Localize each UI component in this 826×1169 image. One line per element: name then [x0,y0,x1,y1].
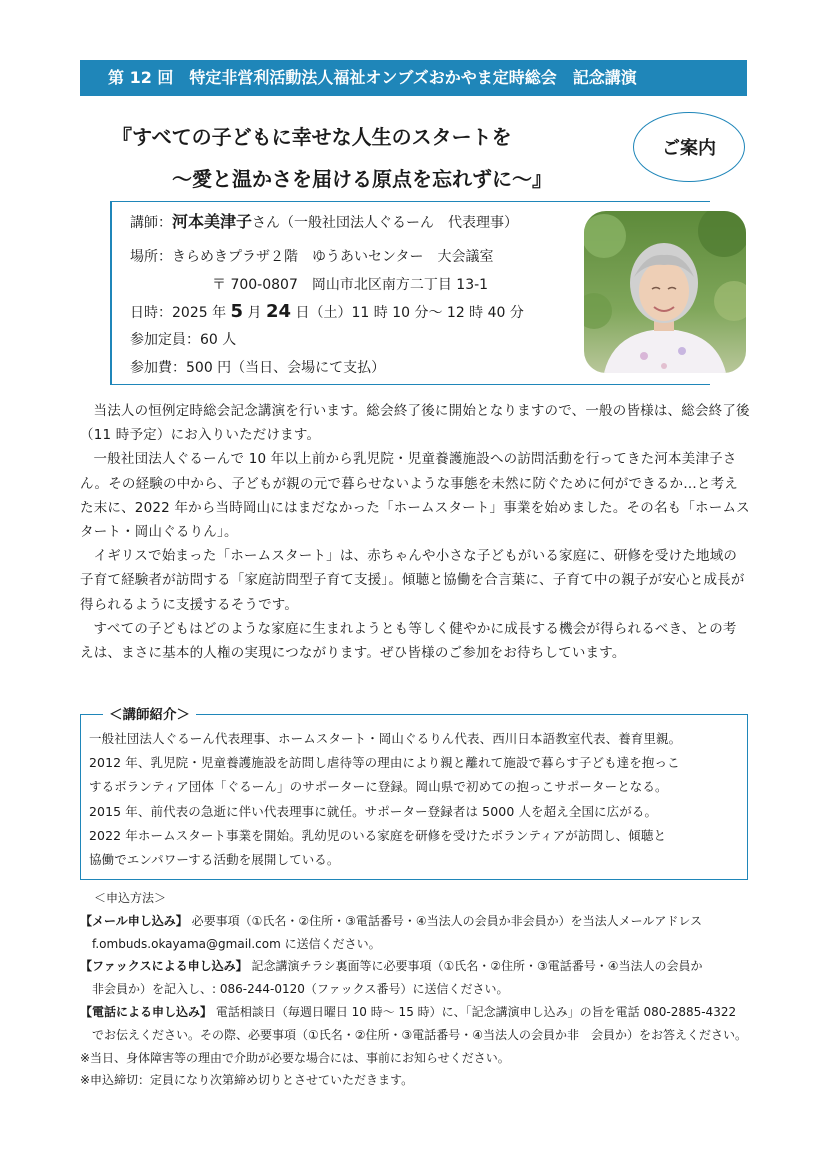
lecturer-affiliation: さん（一般社団法人ぐるーん 代表理事） [252,215,519,231]
guide-badge [633,112,745,182]
fax-text: 記念講演チラシ裏面等に必要事項（①氏名・②住所・③電話番号・④当法人の会員か [251,959,703,974]
title-line-1: 『すべての子どもに幸せな人生のスタートを [112,125,512,149]
banner-text: 第 12 回 特定非営利活動法人福祉オンブズおかやま定時総会 記念講演 [108,68,637,87]
capacity-line: 参加定員：60 人 [130,332,237,348]
lecturer-label: 講師： [130,215,172,231]
body-text [80,399,750,665]
application-section [80,887,760,1092]
datetime-line [130,302,524,323]
body-paragraph: イギリスで始まった「ホームスタート」は、赤ちゃんや小さな子どもがいる家庭に、研修を受けた地域の子育て経験者が訪問する「家庭訪問型子育て支援」。傾聴と協働を合言葉に、子育て中の親子が安心と成長が得られるように支援するそうです。 [80,548,745,613]
tel-text-continued: でお伝えください。その際、必要事項（①氏名・②住所・③電話番号・④当法人の会員か非 会員か）をお答えください。 [92,1027,748,1042]
date-rest: 日（土）11 時 10 分～ 12 時 40 分 [291,305,524,321]
tel-text: 電話相談日（毎週日曜日 10 時～ 15 時）に、「記念講演申し込み」の旨を電話 080-2885-4322 [215,1004,737,1019]
lecture-title [112,116,652,200]
note-deadline: ※申込締切：定員になり次第締め切りとさせていただきます。 [80,1073,414,1088]
profile-heading: ＜講師紹介＞ [103,705,196,725]
lecturer-profile-box [80,707,748,880]
fee-line: 参加費：500 円（当日、会場にて支払） [130,360,386,376]
profile-line: するボランティア団体「ぐるーん」のサポーターに登録。岡山県で初めての抱っこサポーターとなる。 [89,779,668,795]
profile-body [89,727,739,872]
guide-badge-text: ご案内 [662,138,716,159]
address-line: 〒 700-0807 岡山市北区南方二丁目 13-1 [212,277,489,293]
fax-label: 【ファックスによる申し込み】 [80,959,248,974]
title-line-2: ～愛と温かさを届ける原点を忘れずに～』 [172,167,552,191]
lecturer-line [130,212,518,233]
profile-line: 2012 年、乳児院・児童養護施設を訪問し虐待等の理由により親と離れて施設で暮らす子ども達を抱っこ [89,755,680,771]
profile-line: 2015 年、前代表の急逝に伴い代表理事に就任。サポーター登録者は 5000 人を超え全国に広がる。 [89,803,658,819]
body-paragraph: すべての子どもはどのような家庭に生まれようとも等しく健やかに成長する機会が得られるべき、との考えは、まさに基本的人権の実現につながります。ぜひ皆様のご参加をお待ちしています。 [80,620,737,662]
date-mid: 月 [243,305,266,321]
event-banner [80,60,747,96]
profile-line: 協働でエンパワーする活動を展開している。 [89,852,340,868]
mail-label: 【メール申し込み】 [80,913,188,928]
lecturer-photo [584,211,746,373]
mail-text: 必要事項（①氏名・②住所・③電話番号・④当法人の会員か非会員か）を当法人メールアドレス [191,913,703,928]
profile-line: 一般社団法人ぐるーん代表理事、ホームスタート・岡山ぐるりん代表、西川日本語教室代表、養育里親。 [89,731,682,746]
mail-application [80,910,760,933]
tel-application [80,1001,760,1024]
body-paragraph: 当法人の恒例定時総会記念講演を行います。総会終了後に開始となりますので、一般の皆様は、総会終了後（11 時予定）にお入りいただけます。 [80,403,750,444]
tel-label: 【電話による申し込み】 [80,1004,213,1019]
mail-address-line: f.ombuds.okayama@gmail.com に送信ください。 [92,936,381,951]
apply-heading: ＜申込方法＞ [94,891,167,905]
note-assistance: ※当日、身体障害等の理由で介助が必要な場合には、事前にお知らせください。 [80,1050,510,1065]
body-paragraph: 一般社団法人ぐるーんで 10 年以上前から乳児院・児童養護施設への訪問活動を行ってきた河本美津子さん。その経験の中から、子どもが親の元で暮らせないような事態を未然に防ぐために何ができるか…と考えた末に、2022 年から当時岡山にはまだなかった「ホームスタート」事業を始めました。その名も「ホームスタート・岡山ぐるりん」。 [80,451,750,541]
date-day: 24 [265,301,292,322]
date-month: 5 [230,301,244,322]
profile-line: 2022 年ホームスタート事業を開始。乳幼児のいる家庭を研修を受けたボランティアが訪問し、傾聴と [89,827,667,843]
venue-line: 場所：きらめきプラザ２階 ゆうあいセンター 大会議室 [130,249,494,265]
fax-text-continued: 非会員か）を記入し、: 086-244-0120（ファックス番号）に送信ください。 [92,982,509,997]
date-label: 日時：2025 年 [130,305,231,321]
fax-application [80,955,760,978]
lecturer-name: 河本美津子 [172,212,253,231]
